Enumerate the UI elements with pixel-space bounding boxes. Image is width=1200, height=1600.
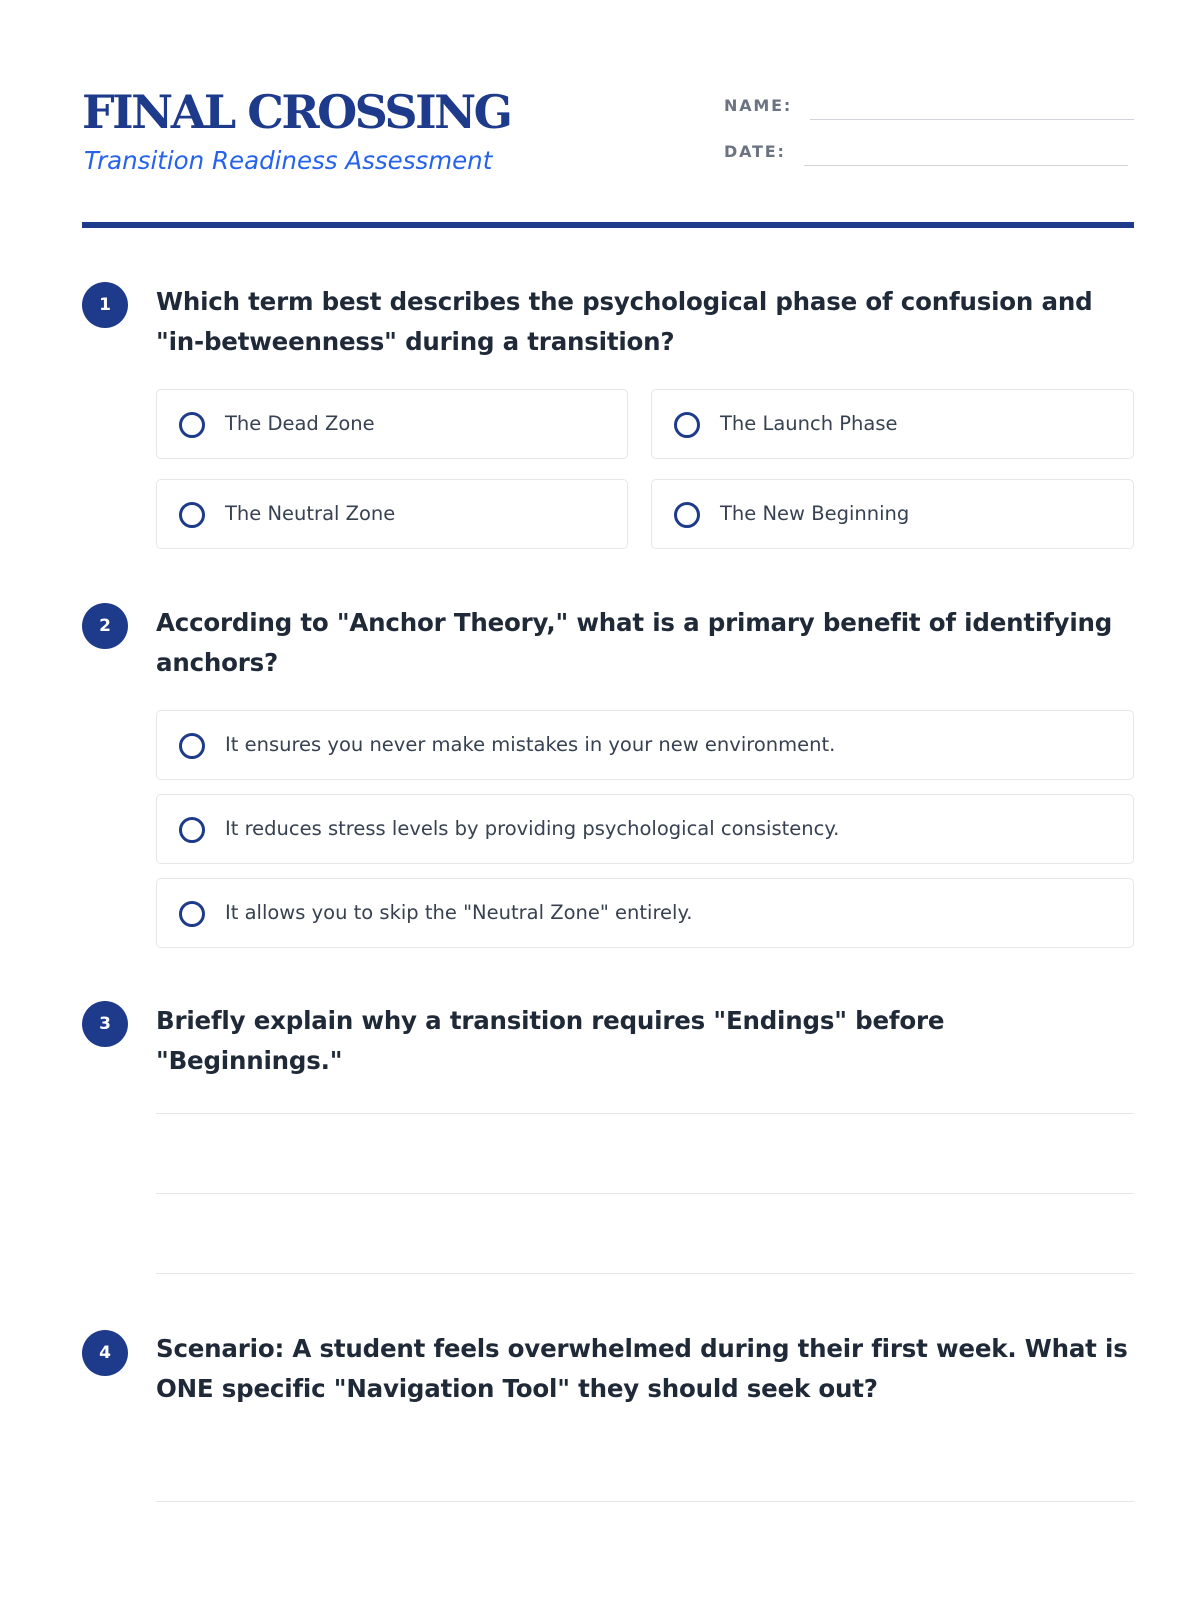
question-number-badge: 2 bbox=[82, 603, 128, 649]
name-label: NAME: bbox=[724, 96, 793, 115]
q2-option-1[interactable] bbox=[156, 710, 1134, 780]
question-4-text: Scenario: A student feels overwhelmed during their first week. What is ONE specific "Navigation Tool" they should seek out? bbox=[156, 1334, 1128, 1403]
radio-button[interactable] bbox=[179, 412, 205, 438]
answer-line[interactable] bbox=[156, 1273, 1134, 1274]
question-number-badge: 4 bbox=[82, 1330, 128, 1376]
date-row bbox=[724, 136, 1134, 170]
assessment-page bbox=[82, 0, 1134, 1600]
radio-button[interactable] bbox=[179, 502, 205, 528]
q1-option-1[interactable] bbox=[156, 389, 628, 459]
date-field[interactable] bbox=[804, 136, 1128, 166]
q1-option-3[interactable] bbox=[156, 479, 628, 549]
q1-option-2[interactable] bbox=[651, 389, 1134, 459]
radio-button[interactable] bbox=[179, 901, 205, 927]
answer-line[interactable] bbox=[156, 1193, 1134, 1194]
radio-button[interactable] bbox=[179, 817, 205, 843]
name-field[interactable] bbox=[810, 90, 1134, 120]
option-label: It ensures you never make mistakes in your new environment. bbox=[225, 733, 836, 756]
header bbox=[82, 84, 1134, 184]
option-label: It allows you to skip the "Neutral Zone" entirely. bbox=[225, 901, 693, 924]
name-row bbox=[724, 90, 1134, 124]
option-label: The Launch Phase bbox=[720, 412, 898, 435]
option-label: The New Beginning bbox=[720, 502, 910, 525]
radio-button[interactable] bbox=[179, 733, 205, 759]
answer-line[interactable] bbox=[156, 1501, 1134, 1502]
date-label: DATE: bbox=[724, 142, 786, 161]
option-label: It reduces stress levels by providing psychological consistency. bbox=[225, 817, 840, 840]
question-number-badge: 1 bbox=[82, 282, 128, 328]
radio-button[interactable] bbox=[674, 412, 700, 438]
q1-option-4[interactable] bbox=[651, 479, 1134, 549]
answer-line[interactable] bbox=[156, 1113, 1134, 1114]
question-2-text: According to "Anchor Theory," what is a primary benefit of identifying anchors? bbox=[156, 608, 1113, 677]
question-number-badge: 3 bbox=[82, 1001, 128, 1047]
q2-option-2[interactable] bbox=[156, 794, 1134, 864]
question-1-text: Which term best describes the psychological phase of confusion and "in-betweenness" during a transition? bbox=[156, 287, 1093, 356]
page-title: FINAL CROSSING bbox=[82, 85, 511, 139]
page-subtitle: Transition Readiness Assessment bbox=[84, 146, 493, 175]
q2-option-3[interactable] bbox=[156, 878, 1134, 948]
radio-button[interactable] bbox=[674, 502, 700, 528]
question-3-text: Briefly explain why a transition requires "Endings" before "Beginnings." bbox=[156, 1006, 945, 1075]
header-divider bbox=[82, 222, 1134, 228]
option-label: The Neutral Zone bbox=[225, 502, 396, 525]
option-label: The Dead Zone bbox=[225, 412, 375, 435]
